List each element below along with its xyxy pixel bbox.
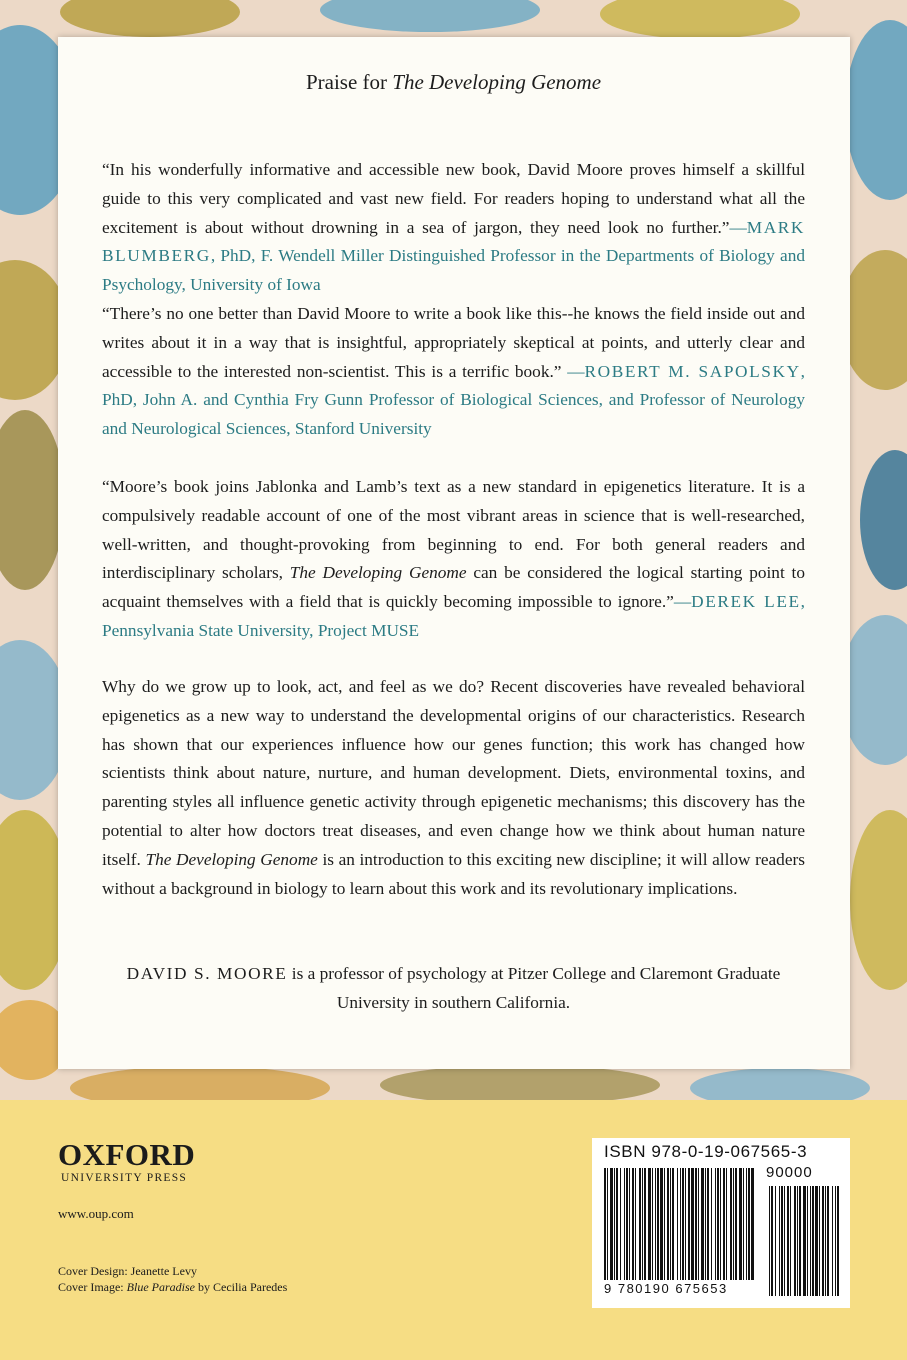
- book-description: [102, 673, 805, 903]
- quote-3-book-title: The Developing Genome: [289, 563, 467, 583]
- cover-credits: [58, 1263, 287, 1295]
- barcode-addon-bar: [822, 1186, 824, 1296]
- barcode-bar: [672, 1168, 674, 1280]
- quote-1-affiliation: , PhD, F. Wendell Miller Distinguished Professor in the Departments of Biology and Psychology, University of Iowa: [102, 246, 805, 295]
- barcode-addon-bar: [832, 1186, 833, 1296]
- quote-3-dash: —: [673, 592, 692, 612]
- quote-2: [102, 300, 805, 444]
- barcode-bar: [629, 1168, 630, 1280]
- barcode-bar: [751, 1168, 754, 1280]
- barcode-bar: [677, 1168, 678, 1280]
- quote-1: [102, 156, 805, 300]
- cover-image-credit: [58, 1279, 287, 1295]
- oxford-logo: OXFORD: [58, 1137, 196, 1172]
- barcode-bar: [670, 1168, 671, 1280]
- barcode-bar: [735, 1168, 737, 1280]
- barcode-bar: [733, 1168, 734, 1280]
- quote-1-text: “In his wonderfully informative and accessible new book, David Moore proves himself a skillful guide to this very complicated and vast new field. For readers hoping to understand what all the excitement is about without drowning in a sea of jargon, they need look no further.”: [102, 160, 805, 237]
- barcode-addon-bar: [819, 1186, 820, 1296]
- author-bio-text: is a professor of psychology at Pitzer College and Claremont Graduate University in southern California.: [287, 964, 781, 1012]
- oxford-logo-subtitle: UNIVERSITY PRESS: [61, 1172, 188, 1184]
- barcode-bar: [698, 1168, 699, 1280]
- barcode-bar: [616, 1168, 618, 1280]
- cover-image-prefix: Cover Image:: [58, 1280, 127, 1294]
- barcode-bar: [639, 1168, 641, 1280]
- barcode-bar: [664, 1168, 665, 1280]
- barcode-number: 9 780190 675653: [604, 1281, 728, 1296]
- barcode-addon-number: 90000: [766, 1164, 813, 1181]
- quote-2-dash: —: [567, 361, 585, 381]
- quote-3-text-before: “Moore’s book joins Jablonka and Lamb’s text as a new standard in epigenetics literature. It is a compulsively readable account of one of the most vibrant areas in science that is well-researched, well-written, and thought-provoking from beginning to end. For both general readers and interdisciplinary scholars,: [102, 477, 805, 583]
- quote-1-name: MARK BLUMBERG: [102, 217, 805, 266]
- barcode-bar: [680, 1168, 681, 1280]
- isbn-label: ISBN 978-0-19-067565-3: [604, 1142, 808, 1161]
- author-name: DAVID S. MOORE: [126, 964, 288, 983]
- barcode-bar: [632, 1168, 634, 1280]
- quote-1-dash: —: [729, 217, 747, 237]
- description-text-before: Why do we grow up to look, act, and feel as we do? Recent discoveries have revealed behavioral epigenetics as a new way to understand the developmental origins of our characteristics. Research has shown that our experiences influence how our genes function; this work has changed how scientists think about nature, nurture, and human development. Diets, environmental toxins, and parenting styles all influence genetic activity through epigenetic mechanisms; this discovery has the potential to alter how doctors treat diseases, and even change how we think about human nature itself.: [102, 677, 805, 869]
- barcode-bar: [604, 1168, 606, 1280]
- barcode-addon-bar: [825, 1186, 826, 1296]
- praise-heading: [0, 70, 907, 95]
- cover-design-credit: Cover Design: Jeanette Levy: [58, 1264, 197, 1278]
- description-book-title: The Developing Genome: [145, 849, 318, 869]
- barcode-bar: [695, 1168, 697, 1280]
- author-bio: [102, 960, 805, 1018]
- barcode-addon-bar: [810, 1186, 811, 1296]
- barcode-bar: [657, 1168, 659, 1280]
- barcode-bar: [652, 1168, 653, 1280]
- barcode-addon-bar: [787, 1186, 789, 1296]
- barcode-addon-bar: [775, 1186, 776, 1296]
- praise-heading-book-title: The Developing Genome: [392, 70, 602, 94]
- barcode-bar: [746, 1168, 747, 1280]
- barcode-bar: [607, 1168, 608, 1280]
- barcode-bar: [667, 1168, 669, 1280]
- quote-3: [102, 473, 805, 646]
- praise-heading-prefix: Praise for: [305, 70, 393, 94]
- barcode-bar: [685, 1168, 686, 1280]
- quote-3-name: DEREK LEE: [691, 592, 801, 612]
- barcode-bar: [614, 1168, 615, 1280]
- barcode-bar: [715, 1168, 716, 1280]
- barcode-bar: [717, 1168, 719, 1280]
- cover-image-suffix: by Cecilia Paredes: [194, 1280, 288, 1294]
- quote-3-affiliation: , Pennsylvania State University, Project MUSE: [102, 592, 805, 640]
- barcode-bar: [660, 1168, 663, 1280]
- barcode-bar: [610, 1168, 613, 1280]
- barcode-bar: [655, 1168, 656, 1280]
- barcode-bar: [739, 1168, 742, 1280]
- barcode-bar: [707, 1168, 709, 1280]
- barcode-addon-bar: [794, 1186, 796, 1296]
- barcode-addon-bar: [827, 1186, 829, 1296]
- barcode-addon-bar: [779, 1186, 780, 1296]
- barcode-bar: [705, 1168, 706, 1280]
- barcode-addon-bar: [803, 1186, 806, 1296]
- barcode-bar: [635, 1168, 636, 1280]
- barcode-bar: [642, 1168, 643, 1280]
- barcode-addon-bar: [835, 1186, 836, 1296]
- barcode-bar: [711, 1168, 712, 1280]
- barcode-addon-bar: [799, 1186, 801, 1296]
- barcode-bar: [748, 1168, 750, 1280]
- publisher-url[interactable]: www.oup.com: [58, 1206, 134, 1221]
- barcode-bar: [682, 1168, 684, 1280]
- barcode-bar: [620, 1168, 621, 1280]
- barcode-addon-bar: [797, 1186, 798, 1296]
- barcode-bar: [743, 1168, 744, 1280]
- barcode-bar: [688, 1168, 690, 1280]
- barcode-addon-bar: [781, 1186, 783, 1296]
- barcode-addon-bar: [837, 1186, 839, 1296]
- barcode-bar: [626, 1168, 628, 1280]
- cover-image-title: Blue Paradise: [126, 1280, 195, 1294]
- quote-2-affiliation: , PhD, John A. and Cynthia Fry Gunn Professor of Biological Sciences, and Professor of Neurology and Neurological Sciences, Stanford University: [102, 361, 805, 439]
- barcode-bar: [691, 1168, 694, 1280]
- barcode-addon-bar: [771, 1186, 773, 1296]
- barcode-bar: [701, 1168, 704, 1280]
- quote-2-name: ROBERT M. SAPOLSKY: [584, 361, 801, 381]
- barcode-bar: [730, 1168, 732, 1280]
- barcode-bar: [648, 1168, 651, 1280]
- barcode-bar: [726, 1168, 727, 1280]
- description-text-after: is an introduction to this exciting new discipline; it will allow readers without a background in biology to learn about this work and its revolutionary implications.: [102, 849, 805, 898]
- barcode-addon-bar: [784, 1186, 785, 1296]
- quote-3-text-after: can be considered the logical starting point to acquaint themselves with a field that is quickly becoming impossible to ignore.”: [102, 563, 805, 612]
- barcode-addon-bar: [790, 1186, 791, 1296]
- quote-2-text: “There’s no one better than David Moore to write a book like this--he knows the field inside out and writes about it in a way that is insightful, appropriately skeptical at points, and utterly clear and accessible to the interested non-scientist. This is a terrific book.”: [102, 304, 805, 381]
- barcode-addon-bar: [815, 1186, 818, 1296]
- barcode-addon-bar: [807, 1186, 808, 1296]
- barcode-addon-bar: [769, 1186, 770, 1296]
- barcode-bar: [624, 1168, 625, 1280]
- barcode-bar: [723, 1168, 725, 1280]
- barcode-addon-bar: [812, 1186, 814, 1296]
- barcode-bar: [720, 1168, 721, 1280]
- barcode-bar: [644, 1168, 646, 1280]
